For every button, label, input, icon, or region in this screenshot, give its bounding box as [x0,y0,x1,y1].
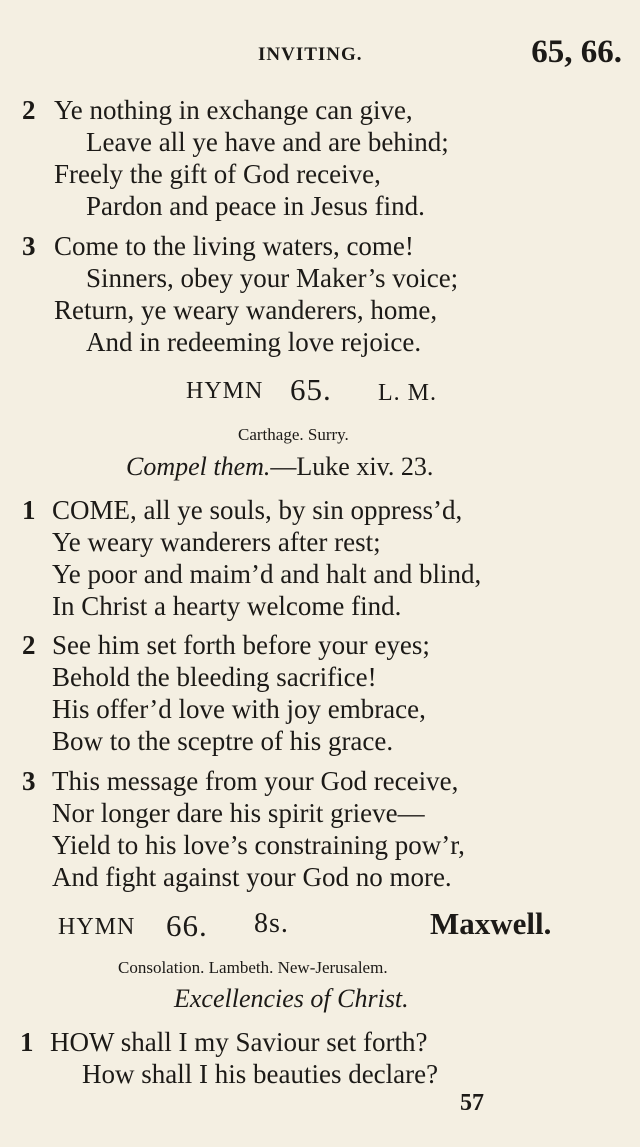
verse-line: Nor longer dare his spirit grieve— [52,798,425,828]
verse-line: HOW shall I my Saviour set forth? [50,1027,428,1057]
verse-line: Behold the bleeding sacrifice! [52,662,377,692]
verse-line: Come to the living waters, come! [54,231,414,261]
verse-line: Ye weary wanderers after rest; [52,527,381,557]
stanza-number: 3 [22,231,36,261]
tune-names: Consolation. Lambeth. New-Jerusalem. [118,958,388,977]
running-header [0,34,640,74]
verse-line: His offer’d love with joy embrace, [52,694,426,724]
hymn-label: HYMN [186,378,264,404]
verse-line: Pardon and peace in Jesus find. [86,191,425,221]
hymn-author: Maxwell. [430,906,552,941]
hymn-number: 65. [290,372,332,407]
section-title: INVITING. [258,44,363,65]
stanza-number: 2 [22,630,36,660]
verse-line: Leave all ye have and are behind; [86,127,449,157]
hymn-label: HYMN [58,914,136,940]
verse-line: Freely the gift of God receive, [54,159,381,189]
verse-line: Ye nothing in exchange can give, [54,95,413,125]
tune-names: Carthage. Surry. [238,425,349,444]
verse-line: COME, all ye souls, by sin oppress’d, [52,495,463,525]
stanza-number: 1 [22,495,36,525]
hymn-meter: 8s. [254,908,289,939]
verse-line: Ye poor and maim’d and halt and blind, [52,559,482,589]
hymn-subtitle: Excellencies of Christ. [174,984,409,1013]
verse-line: This message from your God receive, [52,766,459,796]
verse-line: How shall I his beauties declare? [82,1059,439,1089]
hymn-meter: L. M. [378,380,437,406]
verse-line: Sinners, obey your Maker’s voice; [86,263,459,293]
hymn-subtitle: Compel them.—Luke xiv. 23. [126,452,434,481]
verse-line: And in redeeming love rejoice. [86,327,422,357]
verse-line: And fight against your God no more. [52,862,452,892]
verse-line: See him set forth before your eyes; [52,630,430,660]
page-number: 57 [460,1090,484,1116]
verse-line: Yield to his love’s constraining pow’r, [52,830,465,860]
verse-line: Bow to the sceptre of his grace. [52,726,394,756]
hymn-number: 66. [166,908,208,943]
stanza-number: 1 [20,1027,34,1057]
hymn-range: 65, 66. [531,34,622,70]
verse-line: Return, ye weary wanderers, home, [54,295,438,325]
stanza-number: 2 [22,95,36,125]
stanza-number: 3 [22,766,36,796]
verse-line: In Christ a hearty welcome find. [52,591,402,621]
